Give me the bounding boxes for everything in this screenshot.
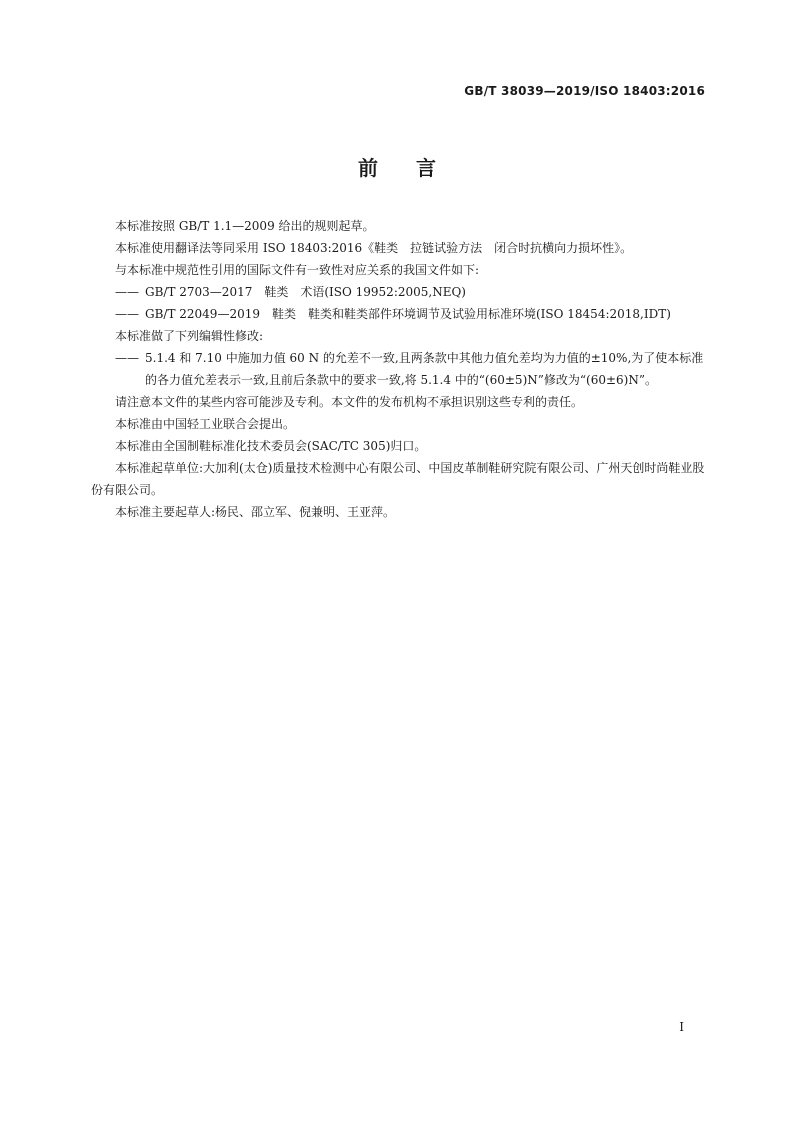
paragraph-drafting-units: 本标准起草单位:大加利(太仓)质量技术检测中心有限公司、中国皮革制鞋研究院有限公司、广州天创时尚鞋业股份有限公司。 [91, 461, 705, 497]
paragraph-references-intro: 与本标准中规范性引用的国际文件有一致性对应关系的我国文件如下: [115, 263, 480, 277]
paragraph-proposer: 本标准由中国轻工业联合会提出。 [115, 417, 296, 431]
paragraph-modifications-intro: 本标准做了下列编辑性修改: [115, 329, 264, 343]
dash-mark: —— [115, 285, 139, 299]
page-title: 前言 [358, 156, 474, 180]
reference-item [91, 281, 707, 303]
paragraph-drafters: 本标准主要起草人:杨民、邵立军、倪兼明、王亚萍。 [115, 505, 396, 519]
dash-mark: —— [115, 307, 139, 321]
page-number: I [679, 1020, 684, 1034]
reference-text: GB/T 2703—2017 鞋类 术语(ISO 19952:2005,NEQ) [145, 285, 466, 299]
paragraph-committee: 本标准由全国制鞋标准化技术委员会(SAC/TC 305)归口。 [115, 439, 427, 453]
standard-code: GB/T 38039—2019/ISO 18403:2016 [464, 84, 705, 98]
paragraph-patent-notice: 请注意本文件的某些内容可能涉及专利。本文件的发布机构不承担识别这些专利的责任。 [115, 395, 584, 409]
paragraph-adoption: 本标准使用翻译法等同采用 ISO 18403:2016《鞋类 拉链试验方法 闭合时抗横向力损坏性》。 [115, 241, 633, 255]
modification-text: 5.1.4 和 7.10 中施加力值 60 N 的允差不一致,且两条款中其他力值允差均为力值的±10%,为了使本标准的各力值允差表示一致,且前后条款中的要求一致,将 5.1.4 中的“(60±5)N”修改为“(60±6)N”。 [145, 351, 704, 387]
modification-item [91, 347, 707, 391]
dash-mark: —— [115, 351, 139, 365]
foreword-body [91, 215, 707, 523]
reference-text: GB/T 22049—2019 鞋类 鞋类和鞋类部件环境调节及试验用标准环境(ISO 18454:2018,IDT) [145, 307, 671, 321]
paragraph-drafting-rule: 本标准按照 GB/T 1.1—2009 给出的规则起草。 [115, 219, 375, 233]
reference-item [91, 303, 707, 325]
